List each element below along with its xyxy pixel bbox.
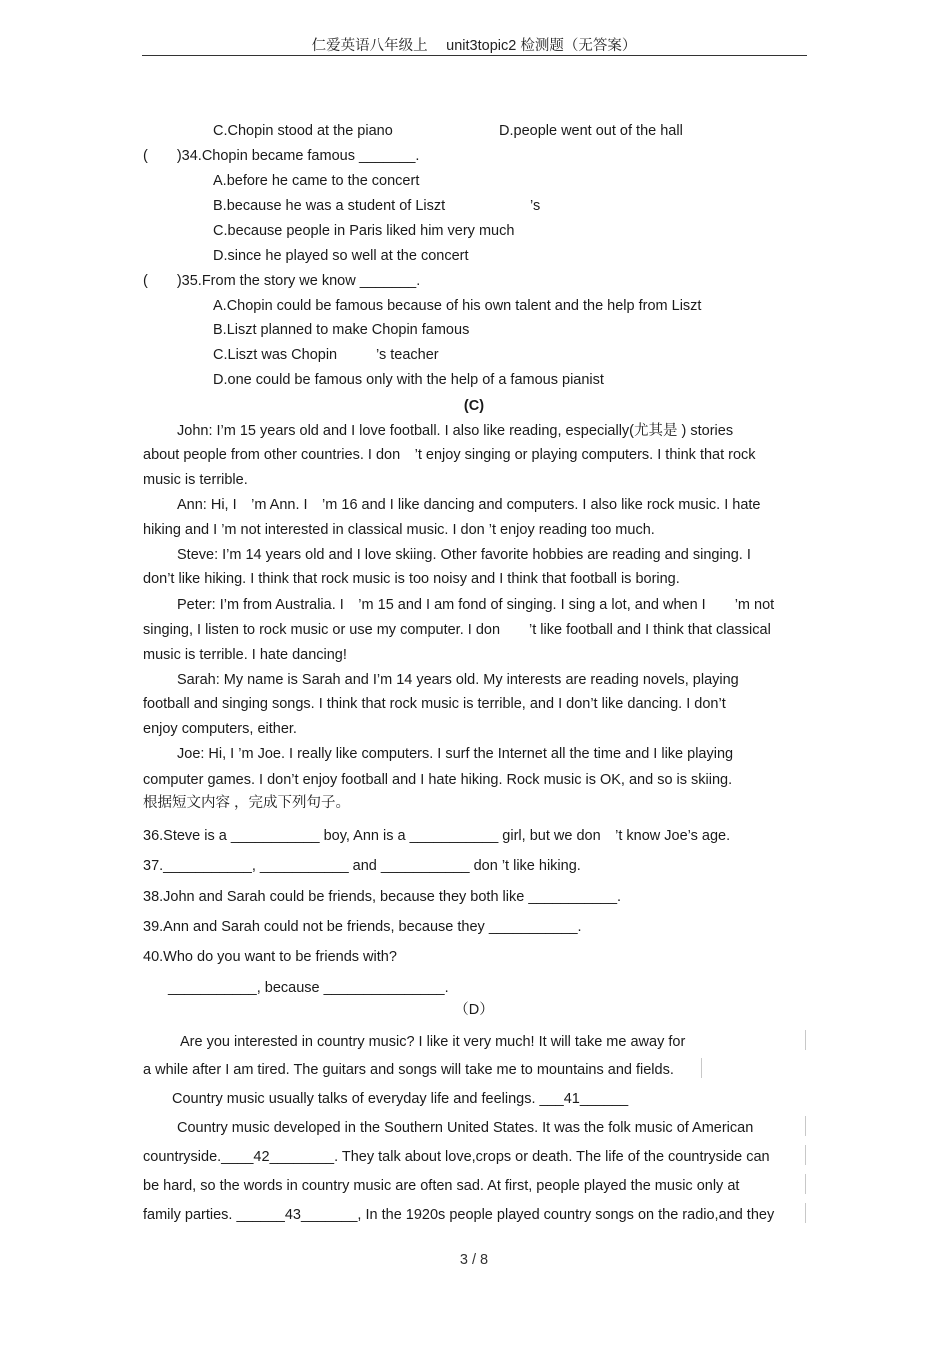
passage-c-line: Peter: I’m from Australia. I ’m 15 and I am fond of singing. I sing a lot, and when I ’m not <box>177 597 775 613</box>
scan-mark <box>805 1030 806 1050</box>
question-35-option-c-tail: ’s teacher <box>376 347 439 363</box>
passage-c-line: hiking and I ’m not interested in classical music. I don ’t enjoy reading too much. <box>143 522 655 538</box>
option-d-top: D.people went out of the hall <box>499 123 683 139</box>
question-34-stem: ( )34.Chopin became famous _______. <box>143 148 420 164</box>
question-40: 40.Who do you want to be friends with? <box>143 949 397 965</box>
passage-d-line: Country music usually talks of everyday life and feelings. ___41______ <box>172 1091 629 1107</box>
scan-mark <box>805 1203 806 1223</box>
question-35-option-c: C.Liszt was Chopin <box>213 347 338 363</box>
scan-mark <box>805 1174 806 1194</box>
passage-c-line: enjoy computers, either. <box>143 721 297 737</box>
section-d-label: （D） <box>454 1002 494 1018</box>
scan-mark <box>805 1145 806 1165</box>
instruction-line: 根据短文内容 ，完成下列句子。 <box>143 795 351 811</box>
passage-d-line: Country music developed in the Southern United States. It was the folk music of American <box>177 1120 754 1136</box>
question-34-option-b-tail: ’s <box>530 198 541 214</box>
passage-c-line: Sarah: My name is Sarah and I’m 14 years old. My interests are reading novels, playing <box>177 672 739 688</box>
question-37: 37.___________, ___________ and ___________ don ’t like hiking. <box>143 858 581 874</box>
passage-c-line: Steve: I’m 14 years old and I love skiing. Other favorite hobbies are reading and singing. I <box>177 547 751 563</box>
passage-c-line: music is terrible. <box>143 472 248 488</box>
question-35-stem: ( )35.From the story we know _______. <box>143 273 421 289</box>
question-34-option-b: B.because he was a student of Liszt <box>213 198 446 214</box>
question-39: 39.Ann and Sarah could not be friends, because they ___________. <box>143 919 582 935</box>
passage-c-line: singing, I listen to rock music or use my computer. I don ’t like football and I think that classical <box>143 622 771 638</box>
passage-d-line: be hard, so the words in country music are often sad. At first, people played the music only at <box>143 1178 740 1194</box>
page-number: 3 / 8 <box>459 1252 489 1268</box>
passage-d-line: a while after I am tired. The guitars and songs will take me to mountains and fields. <box>143 1062 674 1078</box>
passage-c-line: Joe: Hi, I ’m Joe. I really like computers. I surf the Internet all the time and I like playing <box>177 746 734 762</box>
passage-d-line: countryside.____42________. They talk about love,crops or death. The life of the countryside can <box>143 1149 770 1165</box>
question-34-option-a: A.before he came to the concert <box>213 173 420 189</box>
question-36: 36.Steve is a ___________ boy, Ann is a ___________ girl, but we don ’t know Joe’s age. <box>143 828 731 844</box>
passage-d-line: family parties. ______43_______, In the 1920s people played country songs on the radio,and they <box>143 1207 775 1223</box>
option-c-top: C.Chopin stood at the piano <box>213 123 393 139</box>
passage-d-line: Are you interested in country music? I like it very much! It will take me away for <box>180 1034 686 1050</box>
section-c-label: (C) <box>463 398 485 414</box>
question-34-option-d: D.since he played so well at the concert <box>213 248 469 264</box>
question-35-option-b: B.Liszt planned to make Chopin famous <box>213 322 470 338</box>
passage-c-line: music is terrible. I hate dancing! <box>143 647 347 663</box>
question-34-option-c: C.because people in Paris liked him very much <box>213 223 515 239</box>
header-divider <box>142 55 807 56</box>
passage-c-line: John: I’m 15 years old and I love football. I also like reading, especially(尤其是 ) stories <box>177 423 734 439</box>
page-header: 仁爱英语八年级上 unit3topic2 检测题（无答案） <box>311 38 637 54</box>
passage-c-line: about people from other countries. I don ’t enjoy singing or playing computers. I think that rock <box>143 447 756 463</box>
passage-c-line: Ann: Hi, I ’m Ann. I ’m 16 and I like dancing and computers. I also like rock music. I hate <box>177 497 761 513</box>
question-40-answer-line: ___________, because _______________. <box>168 980 449 996</box>
passage-c-line: computer games. I don’t enjoy football and I hate hiking. Rock music is OK, and so is skiing. <box>143 772 733 788</box>
question-35-option-a: A.Chopin could be famous because of his own talent and the help from Liszt <box>213 298 702 314</box>
question-35-option-d: D.one could be famous only with the help of a famous pianist <box>213 372 604 388</box>
passage-c-line: football and singing songs. I think that rock music is terrible, and I don’t like dancing. I don’t <box>143 696 726 712</box>
question-38: 38.John and Sarah could be friends, because they both like ___________. <box>143 889 622 905</box>
scan-mark <box>701 1058 702 1078</box>
scan-mark <box>805 1116 806 1136</box>
passage-c-line: don’t like hiking. I think that rock music is too noisy and I think that football is boring. <box>143 571 680 587</box>
